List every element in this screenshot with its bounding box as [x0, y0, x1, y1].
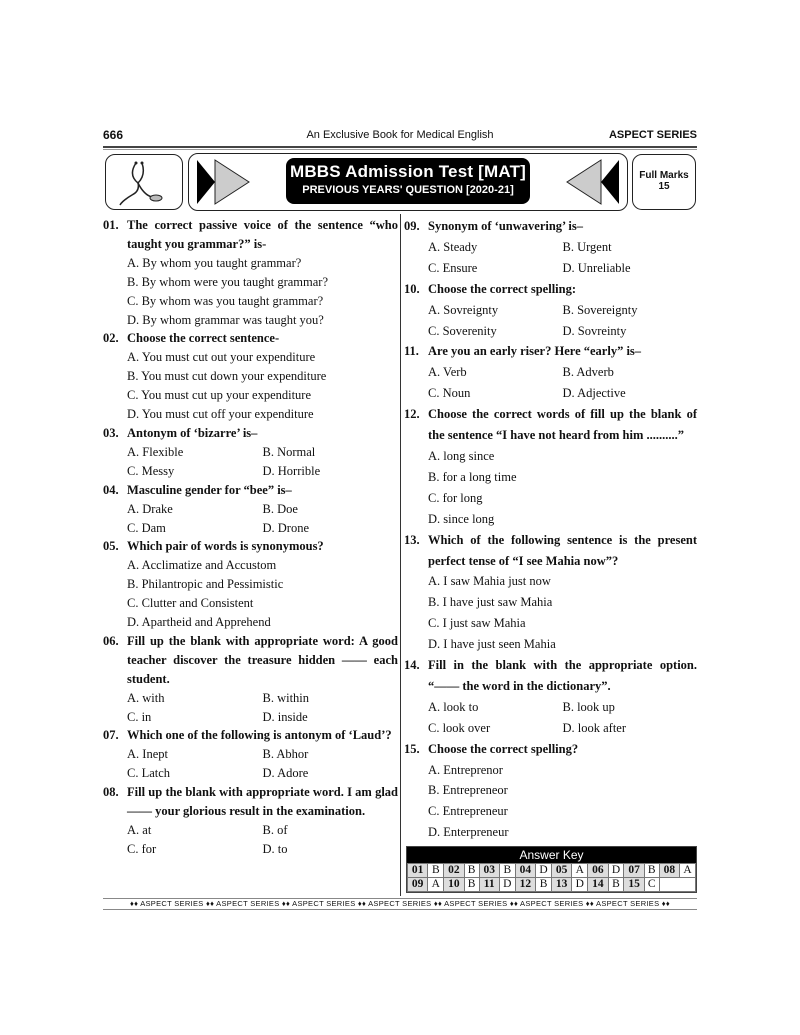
option: A. Drake — [127, 501, 173, 516]
key-question-number: 09 — [408, 878, 428, 892]
key-empty-cell — [659, 878, 695, 892]
column-divider — [400, 214, 401, 896]
option: B. for a long time — [428, 469, 517, 484]
question-number: 02. — [103, 331, 119, 346]
question-number: 12. — [404, 407, 420, 422]
option: D. Sovreinty — [562, 323, 627, 338]
option: C. Latch — [127, 766, 171, 781]
question-number: 09. — [404, 219, 420, 233]
question-text: Which pair of words is synonymous? — [127, 539, 324, 554]
question-number: 08. — [103, 785, 119, 800]
header-rule — [103, 146, 697, 150]
question-number: 07. — [103, 728, 119, 743]
option: C. By whom was you taught grammar? — [127, 293, 324, 308]
banner-subtitle: PREVIOUS YEARS' QUESTION [2020-21] — [302, 184, 514, 196]
question-number: 05. — [103, 539, 119, 554]
question — [404, 279, 697, 342]
option: C. Noun — [428, 386, 471, 401]
key-answer: B — [464, 878, 479, 892]
key-question-number: 05 — [551, 864, 571, 878]
question — [404, 739, 697, 844]
option: A. You must cut out your expenditure — [127, 350, 316, 365]
question-number: 06. — [103, 633, 119, 648]
options — [428, 362, 697, 404]
option: B. I have just saw Mahia — [428, 595, 553, 610]
full-marks-value: 15 — [658, 181, 670, 192]
option: C. You must cut up your expenditure — [127, 388, 312, 403]
question — [404, 404, 697, 529]
key-question-number: 14 — [588, 878, 608, 892]
question-text: Choose the correct spelling: — [428, 281, 577, 296]
key-answer: D — [572, 878, 588, 892]
option: B. Normal — [262, 444, 316, 459]
option: D. Drone — [262, 520, 310, 535]
key-answer: A — [428, 878, 444, 892]
question-text: Antonym of ‘bizarre’ is– — [127, 425, 258, 440]
options — [127, 556, 398, 632]
option: B. Abhor — [262, 747, 309, 762]
question — [404, 341, 697, 404]
option: D. Apartheid and Apprehend — [127, 615, 271, 630]
option: A. Inept — [127, 747, 168, 762]
options — [428, 237, 697, 279]
option: D. By whom grammar was taught you? — [127, 312, 324, 327]
question-text: Which of the following sentence is the present perfect tense of “I see Mahia now”? — [428, 532, 697, 568]
question — [103, 632, 398, 727]
stethoscope-icon — [105, 154, 183, 210]
option: D. Adjective — [562, 386, 626, 401]
question-number: 01. — [103, 218, 119, 232]
option: A. Flexible — [127, 444, 184, 459]
option: A. By whom you taught grammar? — [127, 255, 302, 270]
question-number: 10. — [404, 281, 420, 296]
option: B. within — [262, 690, 310, 705]
question — [103, 216, 398, 329]
answer-key-table — [407, 863, 696, 892]
options — [127, 500, 398, 538]
key-question-number: 07 — [624, 864, 644, 878]
key-question-number: 02 — [444, 864, 464, 878]
option: C. Messy — [127, 463, 175, 478]
key-question-number: 04 — [515, 864, 535, 878]
banner-title: MBBS Admission Test [MAT] — [289, 162, 527, 181]
option: A. Entreprenor — [428, 762, 503, 777]
option: D. Adore — [262, 766, 309, 781]
question-number: 13. — [404, 532, 420, 547]
option: D. Horrible — [262, 463, 321, 478]
key-question-number: 11 — [479, 878, 499, 892]
option: C. I just saw Mahia — [428, 616, 526, 631]
option: A. with — [127, 690, 165, 705]
options — [428, 446, 697, 530]
question-number: 15. — [404, 741, 420, 756]
key-question-number: 10 — [444, 878, 464, 892]
series-name: ASPECT SERIES — [608, 129, 697, 141]
key-answer: B — [536, 878, 552, 892]
left-column — [103, 216, 398, 859]
options — [428, 697, 697, 739]
running-header — [103, 128, 697, 144]
option: A. at — [127, 823, 152, 837]
options — [428, 571, 697, 655]
option: B. look up — [562, 699, 615, 714]
options — [127, 821, 398, 859]
key-answer: D — [608, 864, 624, 878]
option: D. You must cut off your expenditure — [127, 407, 314, 422]
options — [127, 443, 398, 481]
option: C. Soverenity — [428, 323, 497, 338]
full-marks-label: Full Marks — [639, 170, 689, 181]
option: C. for long — [428, 490, 483, 505]
options — [127, 689, 398, 727]
option: B. You must cut down your expenditure — [127, 369, 327, 384]
option: B. Urgent — [562, 239, 612, 254]
option: C. Clutter and Consistent — [127, 596, 254, 611]
book-title: An Exclusive Book for Medical English — [306, 129, 494, 141]
question — [103, 726, 398, 783]
question-text: Fill up the blank with appropriate word: A good teacher discover the treasure hidden —— each student. — [127, 633, 398, 686]
option: D. inside — [262, 709, 308, 724]
question-text: Which one of the following is antonym of ‘Laud’? — [127, 728, 392, 743]
right-column — [404, 216, 697, 843]
question-text: Fill in the blank with the appropriate option. “—— the word in the dictionary”. — [428, 658, 697, 693]
footer-band: ♦♦ ASPECT SERIES ♦♦ ASPECT SERIES ♦♦ ASPECT SERIES ♦♦ ASPECT SERIES ♦♦ ASPECT SERIES ♦♦ ASPECT SERIES ♦♦ ASPECT SERIES ♦♦ — [103, 898, 697, 910]
option: C. Dam — [127, 520, 166, 535]
options — [127, 348, 398, 424]
option: D. Unreliable — [562, 260, 631, 275]
key-question-number: 13 — [551, 878, 571, 892]
key-answer: D — [499, 878, 515, 892]
question-text: Are you an early riser? Here “early” is– — [428, 344, 642, 359]
page-number: 666 — [103, 128, 124, 142]
full-marks-box — [632, 154, 696, 210]
question — [103, 424, 398, 481]
key-question-number: 15 — [624, 878, 644, 892]
option: D. look after — [562, 720, 627, 735]
question — [103, 481, 398, 538]
key-answer: B — [464, 864, 479, 878]
option: A. Steady — [428, 239, 478, 254]
key-answer: B — [499, 864, 515, 878]
option: B. Doe — [262, 501, 298, 516]
option: B. Philantropic and Pessimistic — [127, 577, 284, 592]
option: B. Sovereignty — [562, 302, 638, 317]
option: B. Adverb — [562, 365, 614, 380]
question-text: Choose the correct spelling? — [428, 741, 579, 756]
question-text: The correct passive voice of the sentence “who taught you grammar?” is- — [127, 218, 398, 251]
answer-key-title: Answer Key — [407, 847, 696, 863]
option: A. look to — [428, 699, 479, 714]
question — [404, 530, 697, 655]
options — [428, 760, 697, 844]
option: C. look over — [428, 720, 491, 735]
option: C. in — [127, 709, 152, 724]
question — [404, 216, 697, 279]
option: C. Ensure — [428, 260, 478, 275]
options — [127, 745, 398, 783]
title-banner — [188, 153, 628, 211]
key-question-number: 08 — [659, 864, 679, 878]
option: A. long since — [428, 448, 495, 463]
key-question-number: 01 — [408, 864, 428, 878]
options — [428, 300, 697, 342]
question-text: Choose the correct words of fill up the blank of the sentence “I have not heard from him ..........” — [428, 407, 697, 443]
question — [103, 537, 398, 632]
answer-key — [406, 846, 697, 893]
key-answer: B — [428, 864, 444, 878]
option: D. I have just seen Mahia — [428, 637, 556, 652]
key-answer: A — [572, 864, 588, 878]
question-number: 14. — [404, 658, 420, 673]
question-number: 03. — [103, 425, 119, 440]
option: D. since long — [428, 511, 495, 526]
option: A. Sovreignty — [428, 302, 499, 317]
option: A. I saw Mahia just now — [428, 574, 551, 589]
key-question-number: 12 — [515, 878, 535, 892]
question-text: Fill up the blank with appropriate word. I am glad —— your glorious result in the examination. — [127, 785, 398, 819]
option: B. Entrepreneor — [428, 783, 508, 798]
options — [127, 254, 398, 330]
key-answer: C — [644, 878, 659, 892]
key-answer: D — [536, 864, 552, 878]
key-answer: B — [644, 864, 659, 878]
question-text: Choose the correct sentence- — [127, 331, 280, 346]
option: D. Enterpreneur — [428, 825, 509, 840]
question-number: 11. — [404, 344, 419, 359]
option: D. to — [262, 841, 288, 856]
option: A. Verb — [428, 365, 467, 380]
question — [103, 329, 398, 424]
option: B. By whom were you taught grammar? — [127, 274, 328, 289]
key-question-number: 03 — [479, 864, 499, 878]
option: B. of — [262, 823, 288, 837]
question — [404, 655, 697, 739]
question — [103, 783, 398, 859]
option: C. for — [127, 841, 157, 856]
question-text: Masculine gender for “bee” is– — [127, 482, 292, 497]
key-answer: B — [608, 878, 624, 892]
option: C. Entrepreneur — [428, 804, 508, 819]
key-answer: A — [680, 864, 696, 878]
option: A. Acclimatize and Accustom — [127, 558, 277, 573]
question-number: 04. — [103, 482, 119, 497]
question-text: Synonym of ‘unwavering’ is– — [428, 219, 583, 233]
key-question-number: 06 — [588, 864, 608, 878]
